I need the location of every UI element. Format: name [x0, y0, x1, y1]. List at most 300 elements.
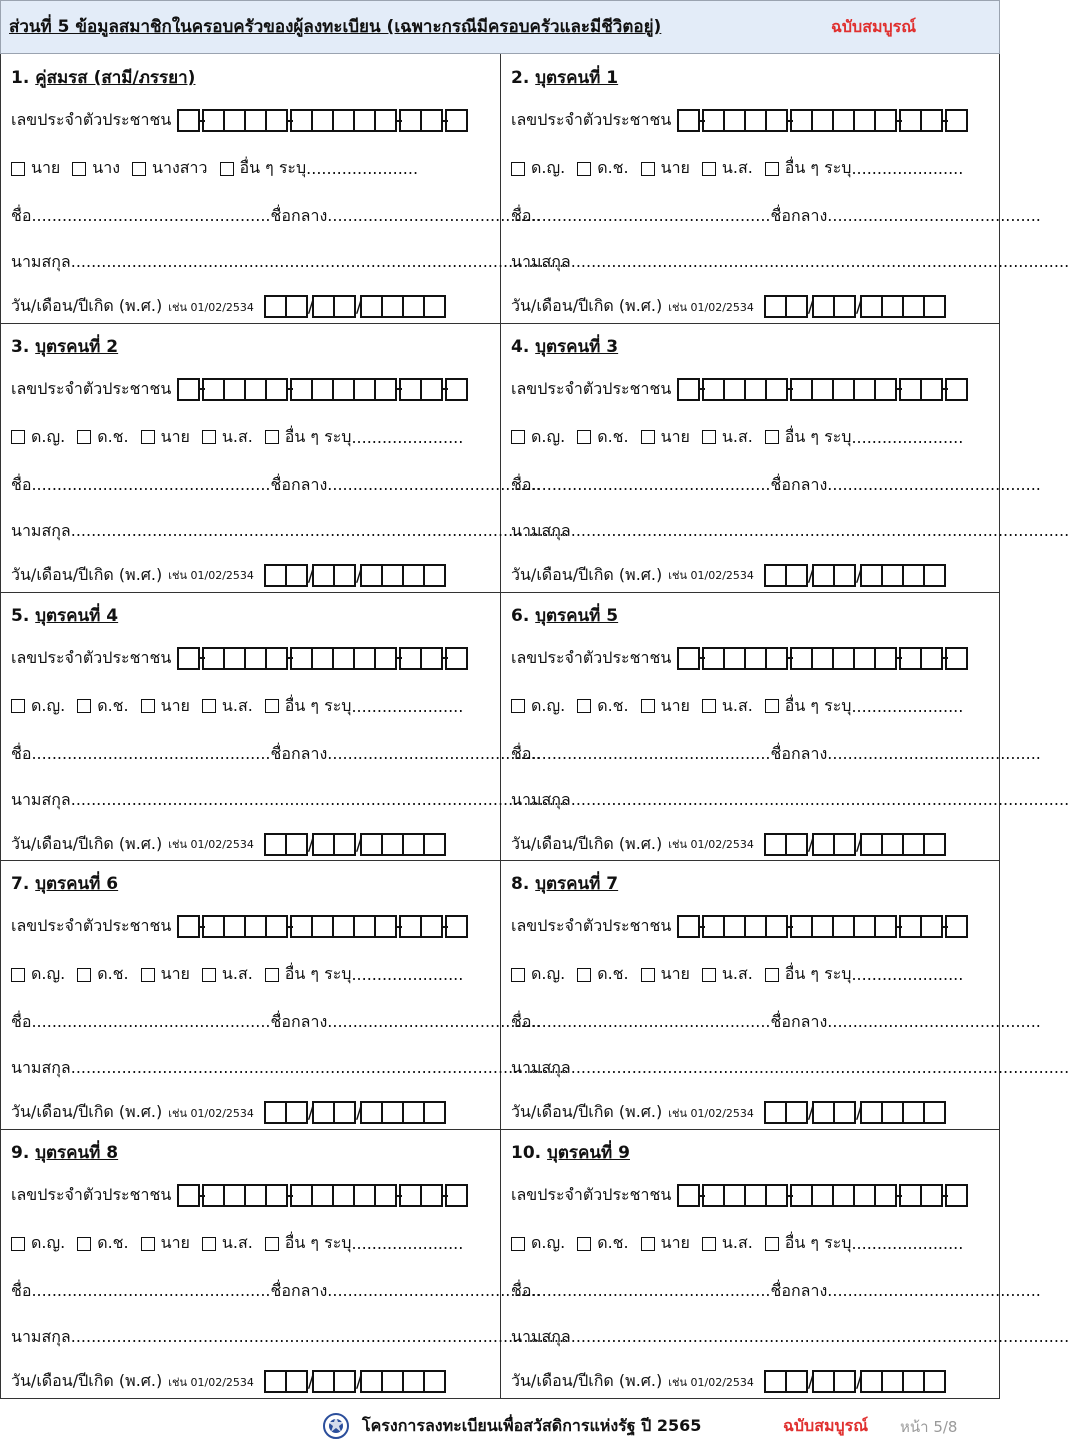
prefix-option[interactable]: [511, 1231, 565, 1256]
digit-box[interactable]: [177, 647, 200, 670]
digit-box[interactable]: [290, 109, 313, 132]
digit-box[interactable]: [812, 1101, 835, 1124]
checkbox[interactable]: [577, 1237, 591, 1251]
middle-name-field[interactable]: ชื่อกลาง..........................................: [770, 474, 1041, 494]
digit-box[interactable]: [853, 647, 876, 670]
middle-name-field[interactable]: ชื่อกลาง..........................................: [770, 743, 1041, 763]
digit-box[interactable]: [677, 647, 700, 670]
checkbox[interactable]: [77, 1237, 91, 1251]
digit-box[interactable]: [374, 378, 397, 401]
citizen-id-boxes[interactable]: [679, 1184, 968, 1207]
middle-name-field[interactable]: ชื่อกลาง..........................................: [770, 206, 1041, 225]
checkbox[interactable]: [11, 430, 25, 444]
digit-box[interactable]: [899, 109, 922, 132]
digit-box[interactable]: [420, 378, 443, 401]
digit-box[interactable]: [244, 915, 267, 938]
digit-box[interactable]: [332, 109, 355, 132]
checkbox[interactable]: [141, 699, 155, 713]
digit-box[interactable]: [445, 109, 468, 132]
digit-box[interactable]: [811, 378, 834, 401]
checkbox[interactable]: [202, 968, 216, 982]
digit-box[interactable]: [285, 833, 308, 856]
digit-box[interactable]: [832, 378, 855, 401]
prefix-option-other[interactable]: [265, 694, 464, 719]
digit-box[interactable]: [874, 915, 897, 938]
digit-box[interactable]: [265, 109, 288, 132]
digit-box[interactable]: [223, 109, 246, 132]
digit-box[interactable]: [333, 1370, 356, 1393]
birth-date-boxes[interactable]: [766, 564, 946, 587]
prefix-option[interactable]: [11, 962, 65, 987]
middle-name-field[interactable]: ชื่อกลาง..........................................: [270, 474, 541, 494]
digit-box[interactable]: [902, 564, 925, 587]
digit-box[interactable]: [311, 109, 334, 132]
prefix-option[interactable]: [702, 425, 753, 450]
digit-box[interactable]: [312, 1101, 335, 1124]
citizen-id-boxes[interactable]: [679, 109, 968, 132]
checkbox[interactable]: [11, 699, 25, 713]
digit-box[interactable]: [177, 915, 200, 938]
checkbox[interactable]: [265, 968, 279, 982]
digit-box[interactable]: [744, 647, 767, 670]
digit-box[interactable]: [312, 833, 335, 856]
prefix-option-other[interactable]: [765, 694, 964, 719]
digit-box[interactable]: [202, 378, 225, 401]
digit-box[interactable]: [312, 295, 335, 318]
first-name-field[interactable]: ชื่อ...............................................: [11, 1281, 271, 1301]
digit-box[interactable]: [264, 1370, 287, 1393]
digit-box[interactable]: [381, 295, 404, 318]
digit-box[interactable]: [244, 109, 267, 132]
digit-box[interactable]: [333, 1101, 356, 1124]
digit-box[interactable]: [811, 1184, 834, 1207]
digit-box[interactable]: [920, 915, 943, 938]
digit-box[interactable]: [790, 647, 813, 670]
prefix-option[interactable]: [202, 425, 253, 450]
prefix-option[interactable]: [11, 425, 65, 450]
digit-box[interactable]: [832, 647, 855, 670]
digit-box[interactable]: [311, 378, 334, 401]
digit-box[interactable]: [360, 564, 383, 587]
digit-box[interactable]: [945, 1184, 968, 1207]
prefix-option[interactable]: [202, 962, 253, 987]
prefix-option[interactable]: [72, 156, 120, 181]
checkbox[interactable]: [765, 968, 779, 982]
checkbox[interactable]: [11, 162, 25, 176]
digit-box[interactable]: [290, 915, 313, 938]
digit-box[interactable]: [290, 647, 313, 670]
other-specify-field[interactable]: ......................: [851, 427, 964, 447]
digit-box[interactable]: [353, 915, 376, 938]
digit-box[interactable]: [764, 833, 787, 856]
digit-box[interactable]: [360, 1370, 383, 1393]
checkbox[interactable]: [511, 1237, 525, 1251]
digit-box[interactable]: [290, 378, 313, 401]
digit-box[interactable]: [812, 564, 835, 587]
digit-box[interactable]: [902, 1370, 925, 1393]
digit-box[interactable]: [353, 647, 376, 670]
digit-box[interactable]: [744, 109, 767, 132]
prefix-option[interactable]: [577, 156, 628, 181]
middle-name-field[interactable]: ชื่อกลาง..........................................: [270, 206, 541, 225]
digit-box[interactable]: [833, 1370, 856, 1393]
surname-field[interactable]: นามสกุล..................................................................................................: [11, 1058, 570, 1078]
digit-box[interactable]: [744, 1184, 767, 1207]
digit-box[interactable]: [332, 378, 355, 401]
digit-box[interactable]: [945, 378, 968, 401]
citizen-id-boxes[interactable]: [179, 915, 468, 938]
digit-box[interactable]: [945, 647, 968, 670]
checkbox[interactable]: [702, 162, 716, 176]
prefix-option[interactable]: [511, 156, 565, 181]
prefix-option[interactable]: [702, 694, 753, 719]
prefix-option-other[interactable]: [265, 1231, 464, 1256]
prefix-option[interactable]: [702, 1231, 753, 1256]
checkbox[interactable]: [765, 1237, 779, 1251]
digit-box[interactable]: [853, 915, 876, 938]
checkbox[interactable]: [132, 162, 146, 176]
digit-box[interactable]: [223, 378, 246, 401]
surname-field[interactable]: นามสกุล..................................................................................................: [511, 789, 1069, 809]
checkbox[interactable]: [202, 699, 216, 713]
digit-box[interactable]: [923, 564, 946, 587]
checkbox[interactable]: [702, 430, 716, 444]
digit-box[interactable]: [764, 295, 787, 318]
checkbox[interactable]: [11, 1237, 25, 1251]
other-specify-field[interactable]: ......................: [851, 1234, 964, 1254]
checkbox[interactable]: [641, 699, 655, 713]
checkbox[interactable]: [202, 1237, 216, 1251]
first-name-field[interactable]: ชื่อ...............................................: [11, 206, 271, 225]
digit-box[interactable]: [860, 833, 883, 856]
digit-box[interactable]: [812, 833, 835, 856]
checkbox[interactable]: [765, 699, 779, 713]
digit-box[interactable]: [765, 647, 788, 670]
checkbox[interactable]: [511, 162, 525, 176]
prefix-option[interactable]: [641, 694, 690, 719]
digit-box[interactable]: [785, 564, 808, 587]
digit-box[interactable]: [881, 1370, 904, 1393]
prefix-option-other[interactable]: [765, 962, 964, 987]
citizen-id-boxes[interactable]: [179, 1184, 468, 1207]
digit-box[interactable]: [812, 1370, 835, 1393]
digit-box[interactable]: [381, 833, 404, 856]
digit-box[interactable]: [702, 1184, 725, 1207]
digit-box[interactable]: [374, 647, 397, 670]
middle-name-field[interactable]: ชื่อกลาง..........................................: [270, 1281, 541, 1301]
digit-box[interactable]: [744, 915, 767, 938]
birth-date-boxes[interactable]: [766, 1101, 946, 1124]
checkbox[interactable]: [265, 699, 279, 713]
checkbox[interactable]: [141, 968, 155, 982]
digit-box[interactable]: [399, 647, 422, 670]
digit-box[interactable]: [223, 1184, 246, 1207]
prefix-option[interactable]: [77, 962, 128, 987]
citizen-id-boxes[interactable]: [679, 915, 968, 938]
digit-box[interactable]: [860, 1101, 883, 1124]
prefix-option[interactable]: [132, 156, 207, 181]
digit-box[interactable]: [264, 1101, 287, 1124]
digit-box[interactable]: [244, 647, 267, 670]
prefix-option[interactable]: [577, 694, 628, 719]
citizen-id-boxes[interactable]: [179, 109, 468, 132]
checkbox[interactable]: [765, 162, 779, 176]
other-specify-field[interactable]: ......................: [306, 159, 419, 178]
prefix-option[interactable]: [577, 962, 628, 987]
digit-box[interactable]: [853, 109, 876, 132]
digit-box[interactable]: [381, 1370, 404, 1393]
digit-box[interactable]: [399, 915, 422, 938]
checkbox[interactable]: [765, 430, 779, 444]
digit-box[interactable]: [285, 1101, 308, 1124]
digit-box[interactable]: [881, 1101, 904, 1124]
checkbox[interactable]: [641, 1237, 655, 1251]
prefix-option[interactable]: [77, 1231, 128, 1256]
digit-box[interactable]: [832, 109, 855, 132]
digit-box[interactable]: [811, 915, 834, 938]
digit-box[interactable]: [702, 378, 725, 401]
digit-box[interactable]: [399, 378, 422, 401]
digit-box[interactable]: [945, 109, 968, 132]
surname-field[interactable]: นามสกุล..................................................................................................: [511, 1058, 1069, 1078]
digit-box[interactable]: [423, 1370, 446, 1393]
prefix-option[interactable]: [11, 1231, 65, 1256]
digit-box[interactable]: [332, 915, 355, 938]
digit-box[interactable]: [874, 1184, 897, 1207]
digit-box[interactable]: [723, 647, 746, 670]
digit-box[interactable]: [312, 1370, 335, 1393]
prefix-option[interactable]: [702, 156, 753, 181]
first-name-field[interactable]: ชื่อ...............................................: [511, 743, 771, 763]
citizen-id-boxes[interactable]: [679, 378, 968, 401]
other-specify-field[interactable]: ......................: [351, 696, 464, 716]
prefix-option[interactable]: [77, 694, 128, 719]
digit-box[interactable]: [360, 1101, 383, 1124]
checkbox[interactable]: [511, 699, 525, 713]
prefix-option[interactable]: [11, 156, 60, 181]
digit-box[interactable]: [264, 295, 287, 318]
digit-box[interactable]: [881, 833, 904, 856]
prefix-option-other[interactable]: [220, 156, 419, 181]
digit-box[interactable]: [265, 915, 288, 938]
checkbox[interactable]: [11, 968, 25, 982]
digit-box[interactable]: [177, 109, 200, 132]
prefix-option-other[interactable]: [265, 425, 464, 450]
surname-field[interactable]: นามสกุล..................................................................................................: [511, 252, 1069, 271]
digit-box[interactable]: [285, 1370, 308, 1393]
digit-box[interactable]: [899, 1184, 922, 1207]
digit-box[interactable]: [374, 109, 397, 132]
digit-box[interactable]: [790, 1184, 813, 1207]
digit-box[interactable]: [333, 833, 356, 856]
digit-box[interactable]: [381, 1101, 404, 1124]
checkbox[interactable]: [77, 968, 91, 982]
digit-box[interactable]: [723, 109, 746, 132]
surname-field[interactable]: นามสกุล..................................................................................................: [511, 1327, 1069, 1347]
citizen-id-boxes[interactable]: [179, 378, 468, 401]
digit-box[interactable]: [265, 378, 288, 401]
prefix-option[interactable]: [577, 425, 628, 450]
digit-box[interactable]: [853, 1184, 876, 1207]
digit-box[interactable]: [702, 647, 725, 670]
digit-box[interactable]: [332, 647, 355, 670]
prefix-option[interactable]: [577, 1231, 628, 1256]
digit-box[interactable]: [899, 915, 922, 938]
checkbox[interactable]: [77, 699, 91, 713]
digit-box[interactable]: [445, 915, 468, 938]
digit-box[interactable]: [360, 295, 383, 318]
digit-box[interactable]: [860, 564, 883, 587]
digit-box[interactable]: [702, 915, 725, 938]
prefix-option-other[interactable]: [265, 962, 464, 987]
prefix-option[interactable]: [141, 1231, 190, 1256]
checkbox[interactable]: [141, 430, 155, 444]
digit-box[interactable]: [423, 1101, 446, 1124]
middle-name-field[interactable]: ชื่อกลาง..........................................: [270, 743, 541, 763]
digit-box[interactable]: [785, 1101, 808, 1124]
prefix-option-other[interactable]: [765, 425, 964, 450]
checkbox[interactable]: [641, 162, 655, 176]
digit-box[interactable]: [765, 915, 788, 938]
digit-box[interactable]: [202, 647, 225, 670]
checkbox[interactable]: [577, 968, 591, 982]
digit-box[interactable]: [723, 915, 746, 938]
prefix-option[interactable]: [141, 425, 190, 450]
digit-box[interactable]: [812, 295, 835, 318]
digit-box[interactable]: [311, 647, 334, 670]
digit-box[interactable]: [264, 564, 287, 587]
digit-box[interactable]: [923, 1101, 946, 1124]
checkbox[interactable]: [702, 699, 716, 713]
prefix-option-other[interactable]: [765, 1231, 964, 1256]
digit-box[interactable]: [202, 915, 225, 938]
prefix-option[interactable]: [641, 156, 690, 181]
birth-date-boxes[interactable]: [266, 1370, 446, 1393]
digit-box[interactable]: [881, 295, 904, 318]
checkbox[interactable]: [702, 1237, 716, 1251]
first-name-field[interactable]: ชื่อ...............................................: [511, 1281, 771, 1301]
digit-box[interactable]: [723, 378, 746, 401]
checkbox[interactable]: [702, 968, 716, 982]
middle-name-field[interactable]: ชื่อกลาง..........................................: [770, 1281, 1041, 1301]
digit-box[interactable]: [402, 295, 425, 318]
digit-box[interactable]: [785, 295, 808, 318]
digit-box[interactable]: [285, 295, 308, 318]
first-name-field[interactable]: ชื่อ...............................................: [511, 474, 771, 494]
digit-box[interactable]: [920, 109, 943, 132]
digit-box[interactable]: [402, 564, 425, 587]
checkbox[interactable]: [511, 968, 525, 982]
digit-box[interactable]: [811, 109, 834, 132]
digit-box[interactable]: [764, 1370, 787, 1393]
prefix-option[interactable]: [77, 425, 128, 450]
digit-box[interactable]: [833, 833, 856, 856]
digit-box[interactable]: [265, 1184, 288, 1207]
digit-box[interactable]: [244, 1184, 267, 1207]
first-name-field[interactable]: ชื่อ...............................................: [511, 206, 771, 225]
digit-box[interactable]: [402, 1370, 425, 1393]
digit-box[interactable]: [333, 295, 356, 318]
digit-box[interactable]: [202, 109, 225, 132]
middle-name-field[interactable]: ชื่อกลาง..........................................: [270, 1012, 541, 1032]
other-specify-field[interactable]: ......................: [351, 965, 464, 985]
digit-box[interactable]: [290, 1184, 313, 1207]
birth-date-boxes[interactable]: [266, 1101, 446, 1124]
checkbox[interactable]: [265, 430, 279, 444]
digit-box[interactable]: [223, 915, 246, 938]
other-specify-field[interactable]: ......................: [851, 696, 964, 716]
prefix-option[interactable]: [511, 694, 565, 719]
digit-box[interactable]: [833, 1101, 856, 1124]
checkbox[interactable]: [77, 430, 91, 444]
digit-box[interactable]: [920, 1184, 943, 1207]
digit-box[interactable]: [423, 833, 446, 856]
digit-box[interactable]: [833, 564, 856, 587]
prefix-option[interactable]: [11, 694, 65, 719]
prefix-option[interactable]: [641, 1231, 690, 1256]
digit-box[interactable]: [874, 647, 897, 670]
digit-box[interactable]: [899, 378, 922, 401]
digit-box[interactable]: [832, 915, 855, 938]
digit-box[interactable]: [399, 1184, 422, 1207]
checkbox[interactable]: [577, 162, 591, 176]
digit-box[interactable]: [833, 295, 856, 318]
checkbox[interactable]: [577, 699, 591, 713]
surname-field[interactable]: นามสกุล..................................................................................................: [511, 520, 1069, 540]
prefix-option[interactable]: [141, 962, 190, 987]
digit-box[interactable]: [920, 378, 943, 401]
digit-box[interactable]: [223, 647, 246, 670]
citizen-id-boxes[interactable]: [679, 647, 968, 670]
birth-date-boxes[interactable]: [766, 1370, 946, 1393]
digit-box[interactable]: [874, 109, 897, 132]
digit-box[interactable]: [353, 378, 376, 401]
birth-date-boxes[interactable]: [266, 564, 446, 587]
digit-box[interactable]: [881, 564, 904, 587]
other-specify-field[interactable]: ......................: [851, 159, 964, 178]
digit-box[interactable]: [420, 647, 443, 670]
checkbox[interactable]: [577, 430, 591, 444]
digit-box[interactable]: [923, 1370, 946, 1393]
prefix-option[interactable]: [202, 1231, 253, 1256]
first-name-field[interactable]: ชื่อ...............................................: [11, 743, 271, 763]
digit-box[interactable]: [402, 1101, 425, 1124]
digit-box[interactable]: [353, 109, 376, 132]
digit-box[interactable]: [764, 1101, 787, 1124]
digit-box[interactable]: [420, 1184, 443, 1207]
digit-box[interactable]: [765, 1184, 788, 1207]
digit-box[interactable]: [811, 647, 834, 670]
digit-box[interactable]: [423, 295, 446, 318]
birth-date-boxes[interactable]: [266, 295, 446, 318]
checkbox[interactable]: [265, 1237, 279, 1251]
checkbox[interactable]: [641, 430, 655, 444]
birth-date-boxes[interactable]: [766, 295, 946, 318]
digit-box[interactable]: [244, 378, 267, 401]
digit-box[interactable]: [420, 915, 443, 938]
prefix-option[interactable]: [141, 694, 190, 719]
digit-box[interactable]: [902, 833, 925, 856]
digit-box[interactable]: [311, 915, 334, 938]
digit-box[interactable]: [832, 1184, 855, 1207]
prefix-option[interactable]: [202, 694, 253, 719]
first-name-field[interactable]: ชื่อ...............................................: [511, 1012, 771, 1032]
prefix-option[interactable]: [511, 962, 565, 987]
surname-field[interactable]: นามสกุล..................................................................................................: [11, 789, 570, 809]
digit-box[interactable]: [902, 1101, 925, 1124]
surname-field[interactable]: นามสกุล..................................................................................................: [11, 1327, 570, 1347]
birth-date-boxes[interactable]: [766, 833, 946, 856]
